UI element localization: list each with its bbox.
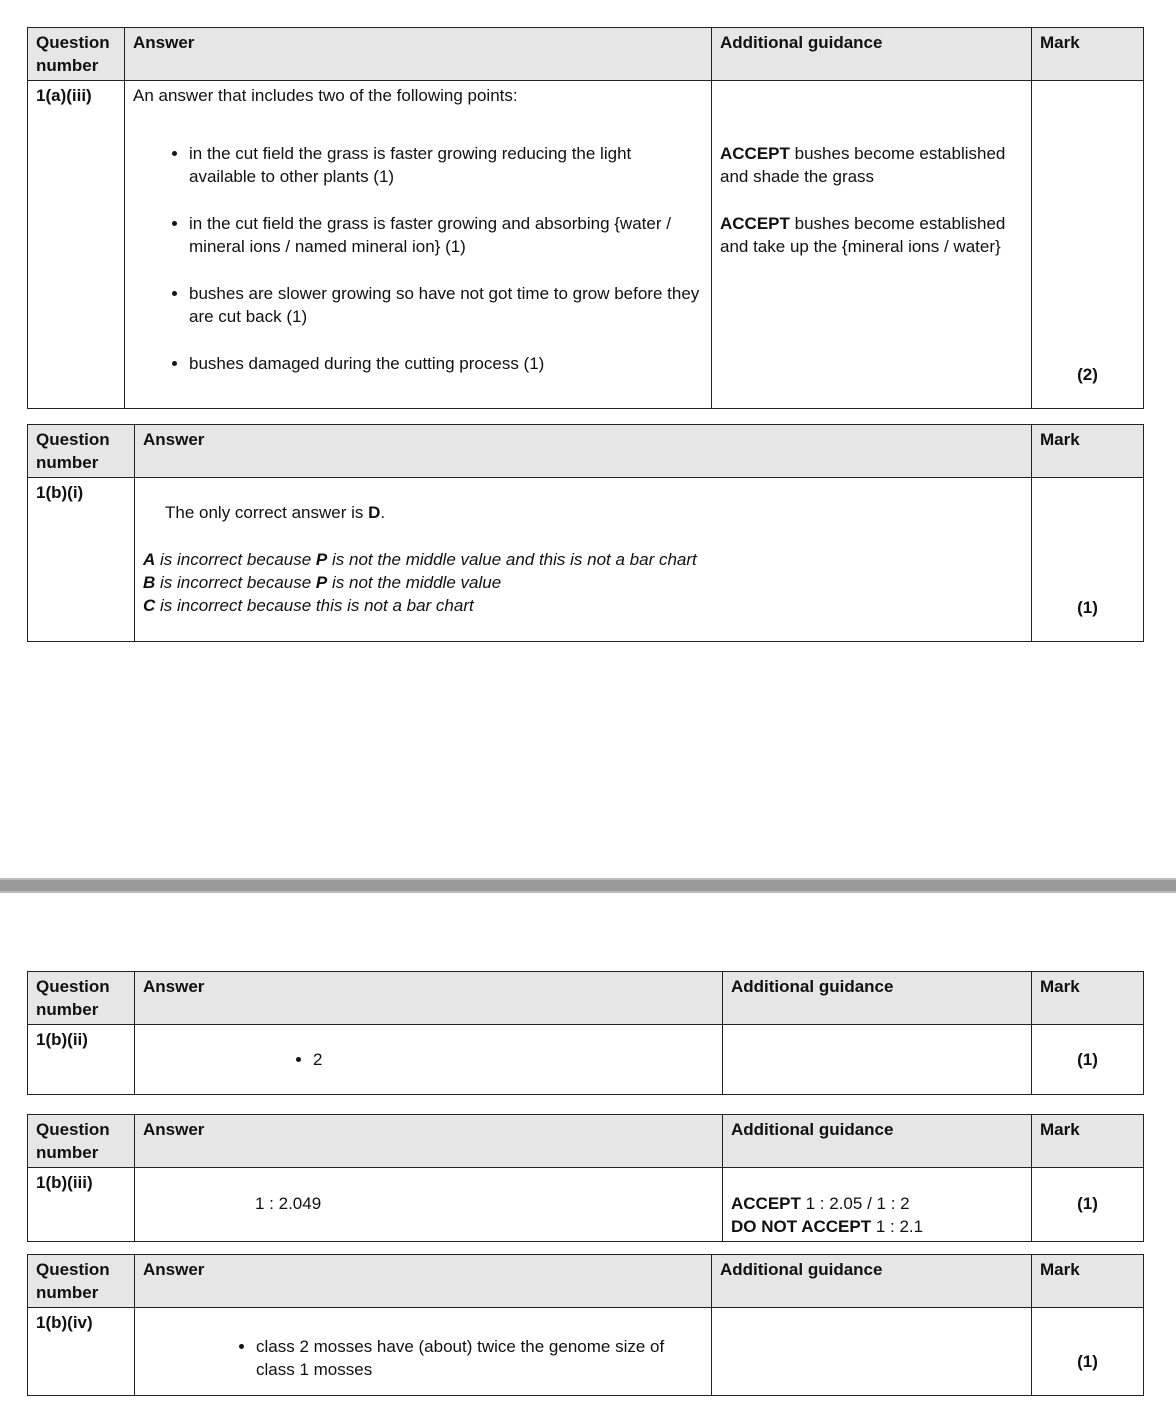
header-mark: Mark: [1032, 972, 1144, 1025]
answer-value: • class 2 mosses have (about) twice the genome size of class 1 mosses: [256, 1335, 696, 1381]
mark-table-1a-iii: [27, 27, 1144, 409]
header-answer: Answer: [125, 28, 712, 81]
reason: C is incorrect because this is not a bar chart: [143, 596, 474, 615]
header-mark: Mark: [1032, 425, 1144, 478]
guidance-reject: DO NOT ACCEPT 1 : 2.1: [731, 1217, 924, 1236]
header-answer: Answer: [135, 425, 1032, 478]
header-question-number: Question number: [28, 1255, 135, 1308]
reason: A is incorrect because P is not the middle value and this is not a bar chart: [143, 550, 697, 569]
answer-cell: [125, 81, 712, 409]
header-mark: Mark: [1032, 28, 1144, 81]
question-number: 1(b)(iii): [28, 1168, 135, 1242]
answer-point: • in the cut field the grass is faster growing reducing the light available to other plants (1): [189, 142, 703, 188]
mark-value: (1): [1032, 1025, 1144, 1095]
guidance-cell: [712, 81, 1032, 409]
header-guidance: Additional guidance: [723, 1115, 1032, 1168]
question-number: 1(a)(iii): [28, 81, 125, 409]
guidance-cell: [712, 1308, 1032, 1396]
header-mark: Mark: [1032, 1255, 1144, 1308]
header-question-number: Question number: [28, 28, 125, 81]
question-number: 1(b)(iv): [28, 1308, 135, 1396]
header-answer: Answer: [135, 972, 723, 1025]
answer-point: • in the cut field the grass is faster growing and absorbing {water / mineral ions / named mineral ion} (1): [189, 212, 703, 258]
guidance-cell: [723, 1168, 1032, 1242]
header-question-number: Question number: [28, 972, 135, 1025]
question-number: 1(b)(ii): [28, 1025, 135, 1095]
header-mark: Mark: [1032, 1115, 1144, 1168]
header-guidance: Additional guidance: [712, 1255, 1032, 1308]
header-answer: Answer: [135, 1115, 723, 1168]
mark-table-1b-iv: [27, 1254, 1144, 1396]
header-question-number: Question number: [28, 1115, 135, 1168]
mark-value: (1): [1032, 478, 1144, 642]
answer-cell: [135, 1308, 712, 1396]
answer-intro: An answer that includes two of the following points:: [133, 86, 518, 105]
answer-cell: [135, 1168, 723, 1242]
mark-table-1b-i: [27, 424, 1144, 642]
answer-cell: [135, 478, 1032, 642]
answer-point: • bushes damaged during the cutting process (1): [189, 352, 703, 375]
header-guidance: Additional guidance: [723, 972, 1032, 1025]
mark-table-1b-ii: [27, 971, 1144, 1095]
reason: B is incorrect because P is not the middle value: [143, 573, 502, 592]
answer-value: 1 : 2.049: [255, 1194, 322, 1213]
guidance-item: ACCEPT bushes become established and take up the {mineral ions / water}: [720, 214, 1006, 256]
question-number: 1(b)(i): [28, 478, 135, 642]
answer-point: • bushes are slower growing so have not got time to grow before they are cut back (1): [189, 282, 703, 328]
guidance-item: ACCEPT bushes become established and shade the grass: [720, 144, 1006, 186]
mark-value: (1): [1032, 1168, 1144, 1242]
header-guidance: Additional guidance: [712, 28, 1032, 81]
page-separator: [0, 878, 1176, 893]
header-question-number: Question number: [28, 425, 135, 478]
answer-value: • 2: [313, 1048, 714, 1071]
mark-table-1b-iii: [27, 1114, 1144, 1242]
correct-answer: The only correct answer is D.: [165, 503, 386, 522]
guidance-accept: ACCEPT 1 : 2.05 / 1 : 2: [731, 1194, 910, 1213]
mark-value: (1): [1032, 1308, 1144, 1396]
header-answer: Answer: [135, 1255, 712, 1308]
guidance-cell: [723, 1025, 1032, 1095]
mark-value: (2): [1032, 81, 1144, 409]
answer-cell: [135, 1025, 723, 1095]
